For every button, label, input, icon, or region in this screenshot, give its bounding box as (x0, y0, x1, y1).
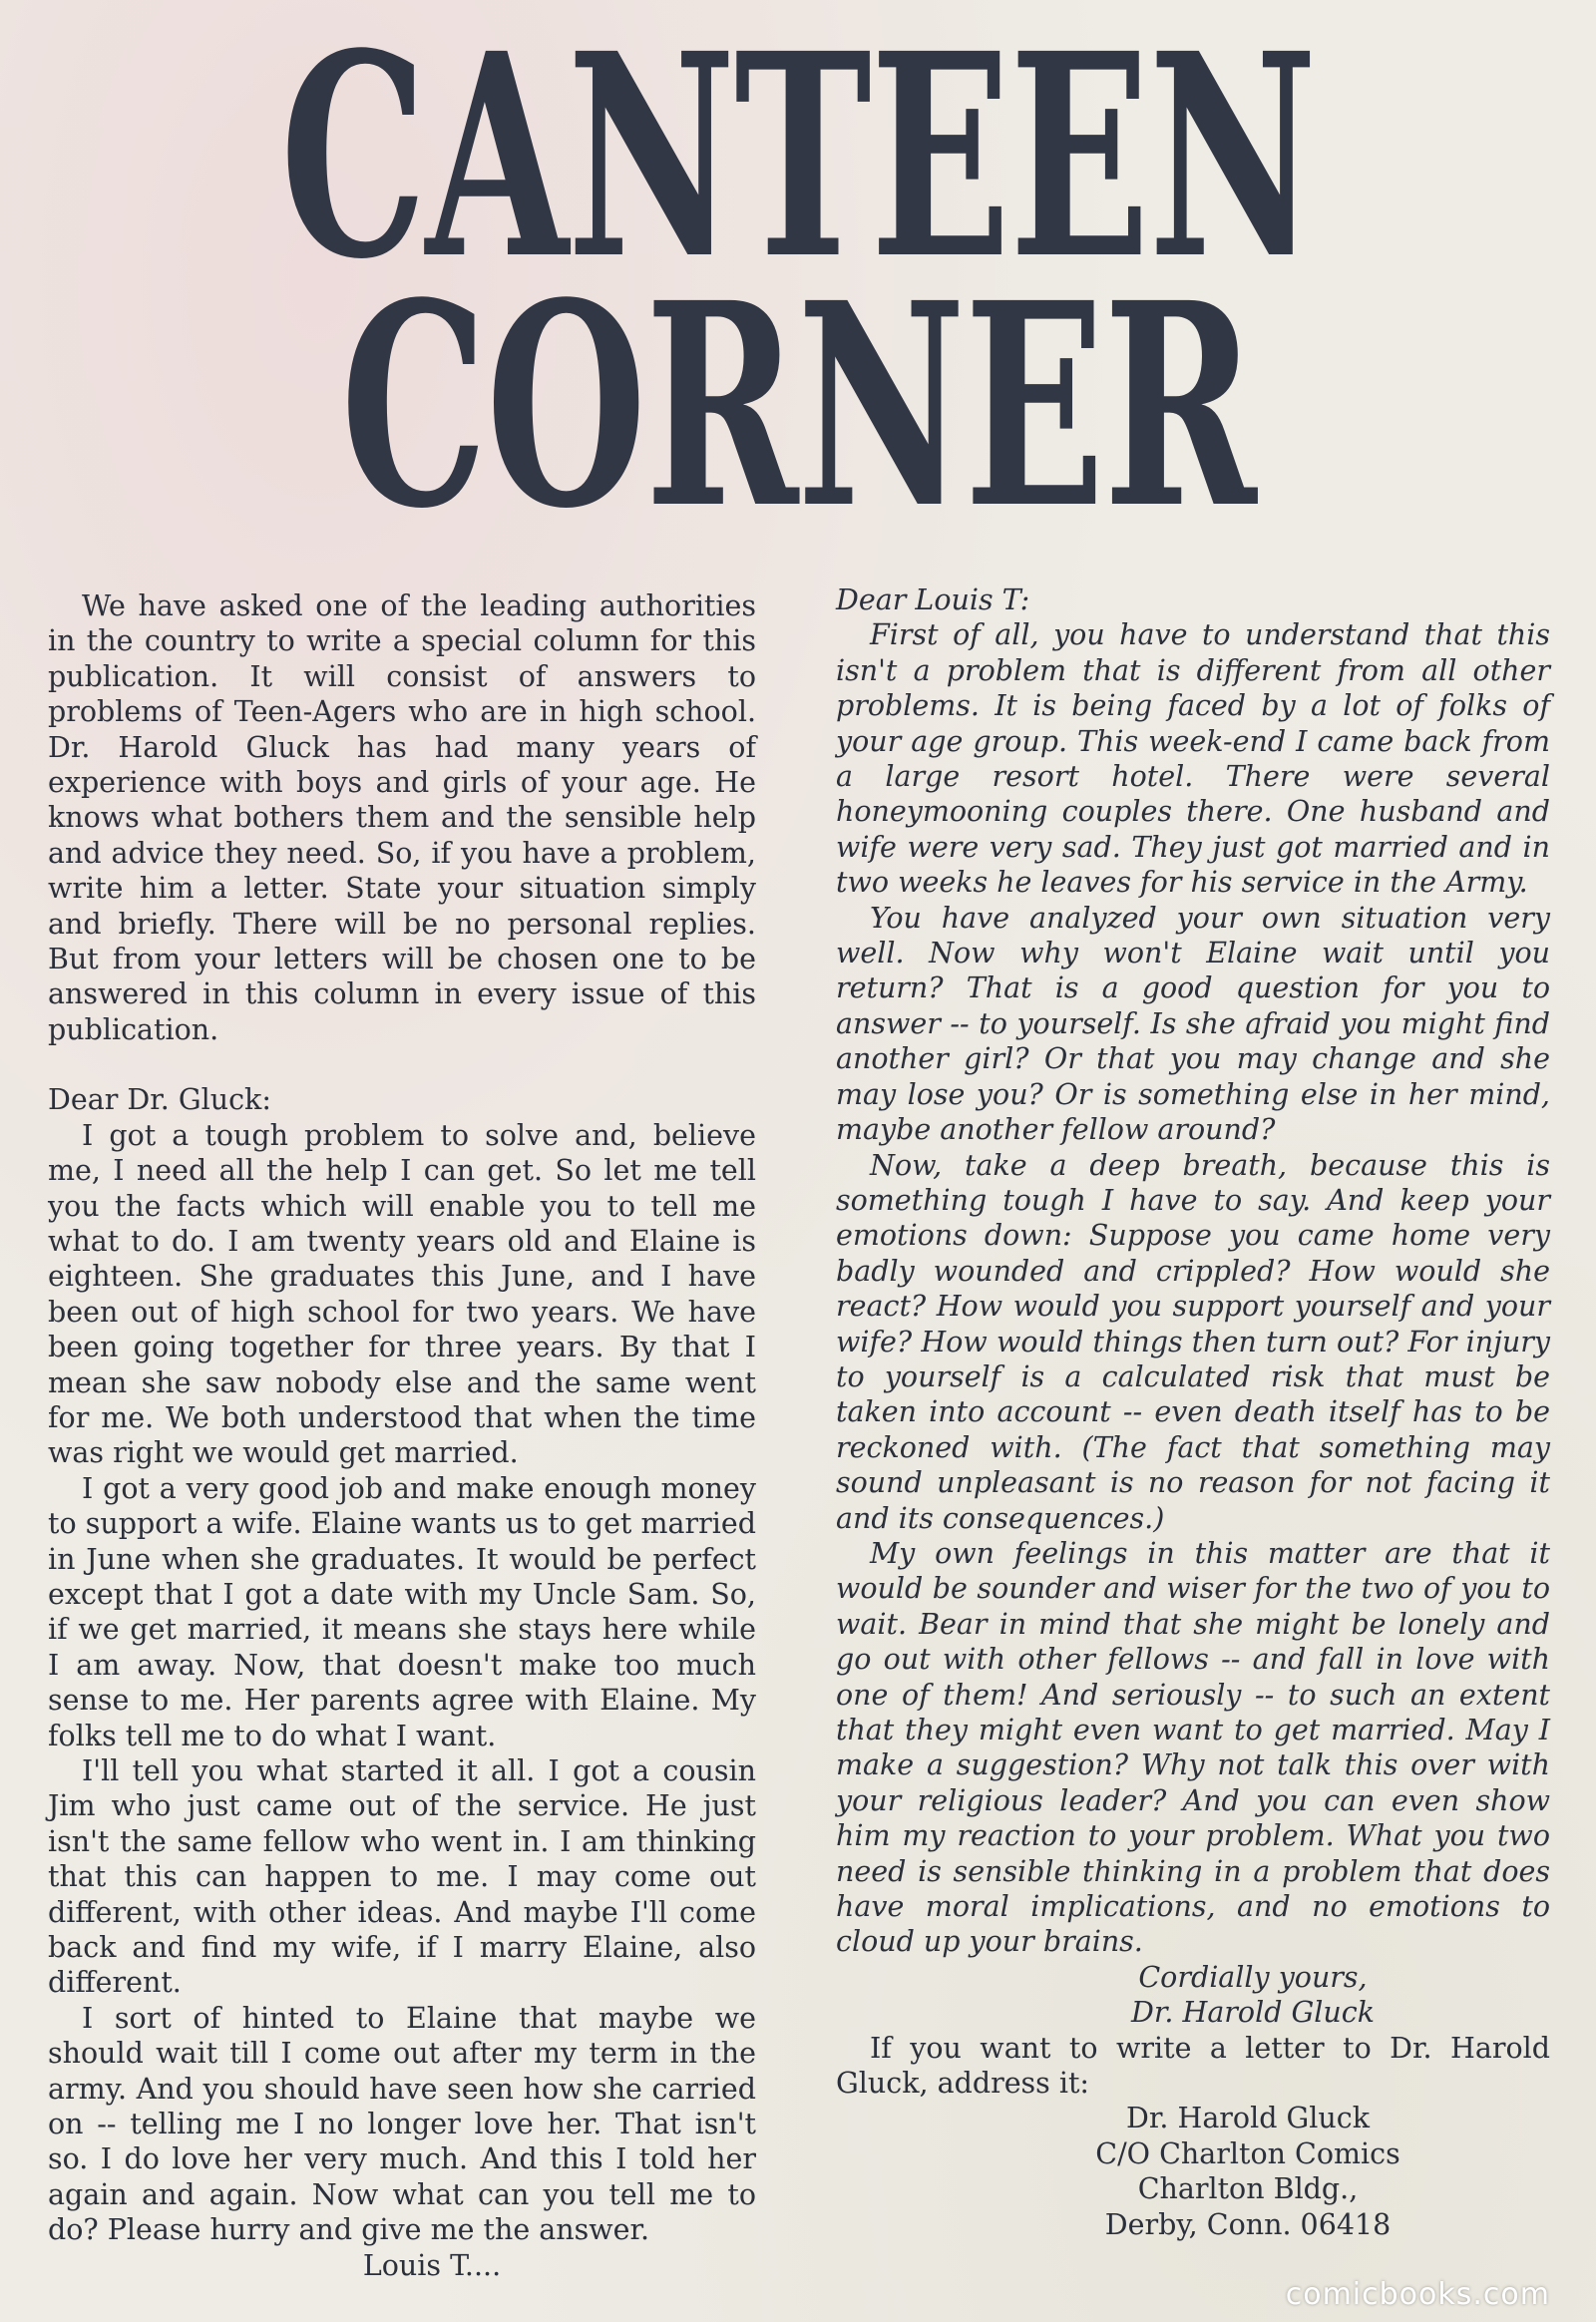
reply-closing: Cordially yours, (1138, 1960, 1368, 1994)
address-line: Charlton Bldg., (1137, 2172, 1359, 2206)
intro-paragraph: We have asked one of the leading authorities in the country to write a special column for this publication. It will consist of answers to problems of Teen-Agers who are in high school. Dr. Harold Gluck has had many years of experience with boys and girls of your age. He knows what bothers them and the sensible help and advice they need. So, if you have a problem, write him a letter. State your situation simply and briefly. There will be no personal replies. But from your letters will be chosen one to be answered in this column in every issue of this publication. (48, 589, 756, 1046)
title-line-1: CANTEEN (279, 0, 1317, 321)
letter-signature: Louis T.... (362, 2248, 502, 2282)
address-line: Dr. Harold Gluck (1126, 2102, 1370, 2135)
reply-paragraph: My own feelings in this matter are that it would be sounder and wiser for the two of you to wait. Bear in mind that she might be lonely and go out with other fellows -- and fall in love with one of them! And seriously -- to such an extent that they might even want to get married. May I make a suggestion? Why not talk this over with your religious leader? And you can even show him my reaction to your problem. What you two need is sensible thinking in a problem that does have moral implications, and no emotions to cloud up your brains. (836, 1536, 1550, 1959)
reply-paragraph: First of all, you have to understand that this isn't a problem that is different from all other problems. It is being faced by a lot of folks of your age group. This week-end I came back from a large resort hotel. There were several honeymooning couples there. One husband and wife were very sad. They just got married and in two weeks he leaves for his service in the Army. (836, 618, 1550, 900)
title-line-2: CORNER (340, 242, 1256, 571)
site-watermark: comicbooks.com (1285, 2277, 1550, 2312)
reply-salutation: Dear Louis T: (836, 583, 1030, 616)
address-intro: If you want to write a letter to Dr. Harold Gluck, address it: (836, 2031, 1550, 2101)
reply-paragraph: Now, take a deep breath, because this is something tough I have to say. And keep your emotions down: Suppose you came home very badly wounded and crippled? How would she react? How would you support yourself and your wife? How would things then turn out? For injury to yourself is a calculated risk that must be taken into account -- even death itself has to be reckoned with. (The fact that something may sound unpleasant is no reason for not facing it and its consequences.) (836, 1148, 1550, 1535)
right-column (836, 582, 1550, 2242)
letter-paragraph: I'll tell you what started it all. I got a cousin Jim who just came out of the service. He just isn't the same fellow who went in. I am thinking that this can happen to me. I may come out different, with other ideas. And maybe I'll come back and find my wife, if I marry Elaine, also different. (48, 1754, 756, 2000)
letter-paragraph: I sort of hinted to Elaine that maybe we should wait till I come out after my term in the army. And you should have seen how she carried on -- telling me I no longer love her. That isn't so. I do love her very much. And this I told her again and again. Now what can you tell me to do? Please hurry and give me the answer. (48, 2001, 756, 2247)
letter-salutation: Dear Dr. Gluck: (48, 1083, 271, 1117)
address-line: C/O Charlton Comics (1095, 2136, 1400, 2170)
letter-paragraph: I got a very good job and make enough money to support a wife. Elaine wants us to get married in June when she graduates. It would be perfect except that I got a date with my Uncle Sam. So, if we get married, it means she stays here while I am away. Now, that doesn't make too much sense to me. Her parents agree with Elaine. My folks tell me to do what I want. (48, 1471, 756, 1752)
spacer (48, 1047, 756, 1082)
address-line: Derby, Conn. 06418 (1104, 2207, 1392, 2241)
reply-signature: Dr. Harold Gluck (1131, 1996, 1375, 2030)
letter-paragraph: I got a tough problem to solve and, believe me, I need all the help I can get. So let me tell you the facts which will enable you to tell me what to do. I am twenty years old and Elaine is eighteen. She graduates this June, and I have been out of high school for two years. We have been going together for three years. By that I mean she saw nobody else and the same went for me. We both understood that when the time was right we would get married. (48, 1118, 756, 1470)
left-column (48, 588, 756, 2283)
reply-paragraph: You have analyzed your own situation very well. Now why won't Elaine wait until you return? That is a good question for you to answer -- to yourself. Is she afraid you might find another girl? Or that you may change and she may lose you? Or is something else in her mind, maybe another fellow around? (836, 901, 1550, 1147)
